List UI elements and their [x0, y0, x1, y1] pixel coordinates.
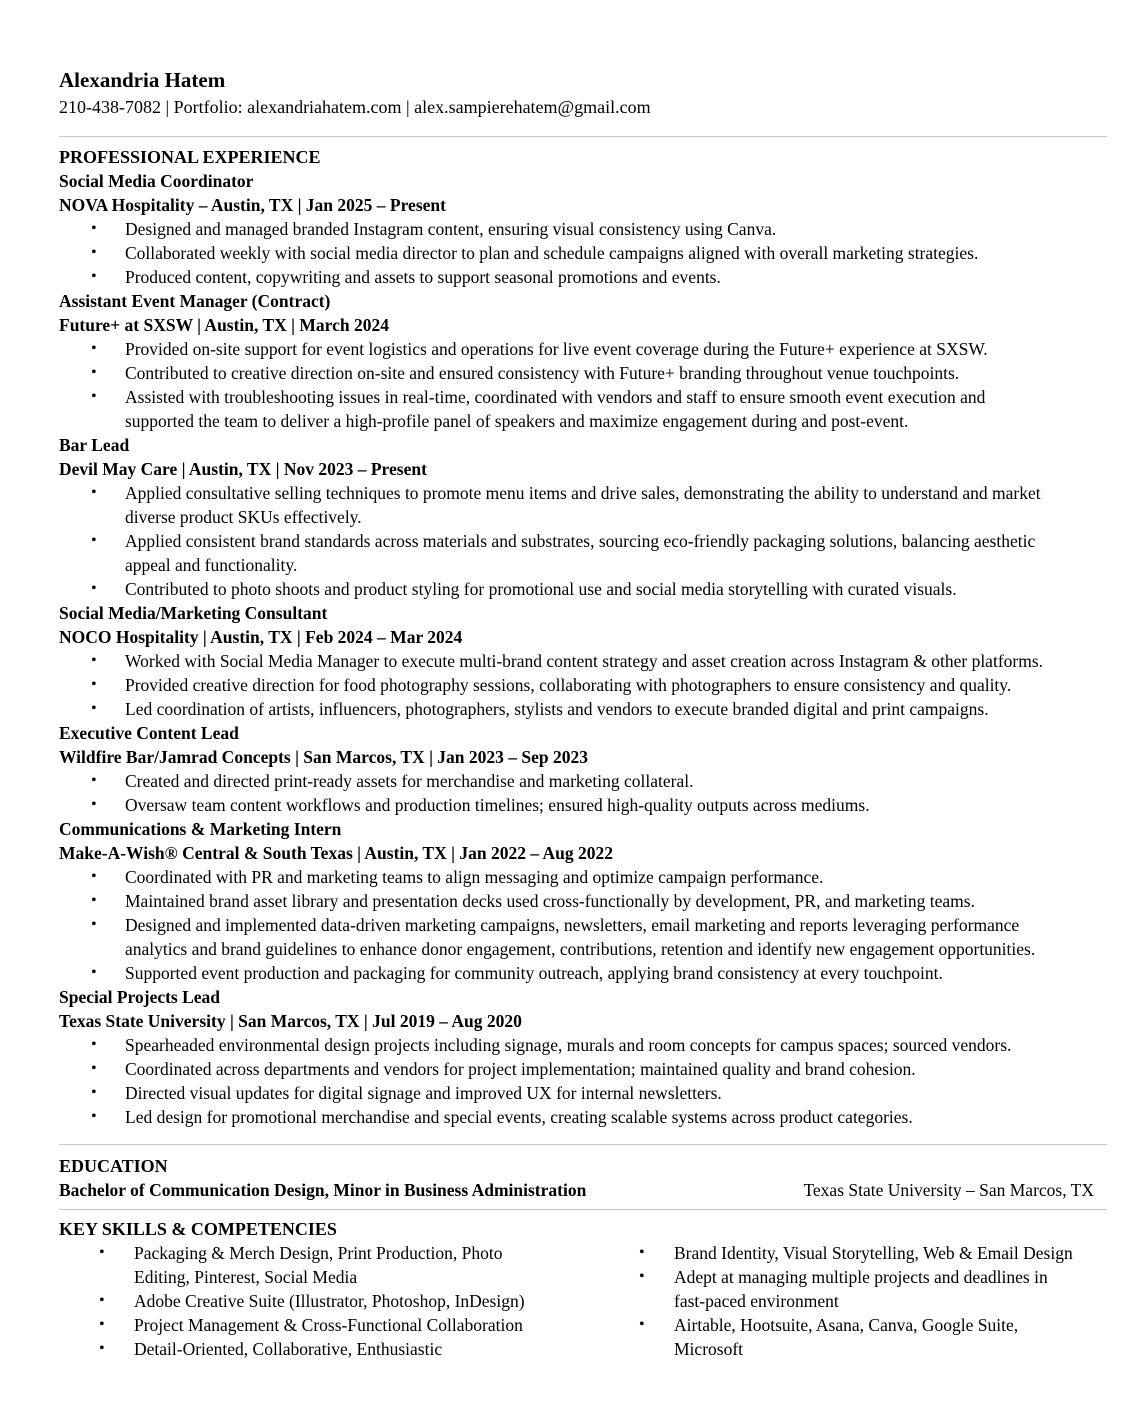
job-title: Bar Lead — [59, 435, 130, 455]
job-bullet — [59, 241, 1107, 265]
bullet-line: • Maintained brand asset library and presentation decks used cross-functionally by development, PR, and marketing teams. — [125, 891, 975, 911]
candidate-name: Alexandria Hatem — [59, 68, 226, 92]
job-bullet — [59, 265, 1107, 289]
job-bullet — [59, 217, 1107, 241]
bullet-line: • Designed and implemented data-driven marketing campaigns, newsletters, email marketing and reports leveraging performance — [125, 915, 1020, 935]
job-bullet — [59, 913, 1107, 961]
job-bullet-list — [59, 481, 1107, 601]
bullet-line: • Assisted with troubleshooting issues in real-time, coordinated with vendors and staff to ensure smooth event execution and — [125, 387, 986, 407]
job-organization-line: Wildfire Bar/Jamrad Concepts | San Marcos, TX | Jan 2023 – Sep 2023 — [59, 747, 589, 767]
skill-line: • Brand Identity, Visual Storytelling, Web & Email Design — [674, 1243, 1073, 1263]
skill-line: Microsoft — [674, 1339, 744, 1359]
job-organization-line: Make-A-Wish® Central & South Texas | Austin, TX | Jan 2022 – Aug 2022 — [59, 843, 613, 863]
skills-column-left — [59, 1241, 599, 1361]
job-bullet — [59, 649, 1107, 673]
skill-item — [59, 1337, 599, 1361]
bullet-line: • Led design for promotional merchandise and special events, creating scalable systems across product categories. — [125, 1107, 913, 1127]
bullet-line: • Coordinated with PR and marketing teams to align messaging and optimize campaign performance. — [125, 867, 824, 887]
job-bullet-list — [59, 217, 1107, 289]
job-organization-line: NOCO Hospitality | Austin, TX | Feb 2024 – Mar 2024 — [59, 627, 463, 647]
job-bullet — [59, 697, 1107, 721]
skills-section-title: KEY SKILLS & COMPETENCIES — [59, 1219, 337, 1239]
job-bullet — [59, 577, 1107, 601]
education-school: Texas State University – San Marcos, TX — [803, 1180, 1094, 1200]
skill-line: • Detail-Oriented, Collaborative, Enthusiastic — [134, 1339, 443, 1359]
bullet-line: • Designed and managed branded Instagram content, ensuring visual consistency using Canva. — [125, 219, 777, 239]
job-organization-line: Devil May Care | Austin, TX | Nov 2023 – Present — [59, 459, 427, 479]
resume-page — [59, 67, 1107, 1361]
bullet-line: • Oversaw team content workflows and production timelines; ensured high-quality outputs across mediums. — [125, 795, 870, 815]
bullet-line: • Created and directed print-ready assets for merchandise and marketing collateral. — [125, 771, 694, 791]
job-organization-line: NOVA Hospitality – Austin, TX | Jan 2025 – Present — [59, 195, 446, 215]
job-bullet-list — [59, 865, 1107, 985]
skill-item — [59, 1289, 599, 1313]
skill-item — [599, 1241, 1107, 1265]
bullet-line: diverse product SKUs effectively. — [125, 507, 362, 527]
bullet-line: supported the team to deliver a high-profile panel of speakers and maximize engagement during and post-event. — [125, 411, 909, 431]
skills-column-right — [599, 1241, 1107, 1361]
skill-line: • Adobe Creative Suite (Illustrator, Photoshop, InDesign) — [134, 1291, 525, 1311]
education-entry — [59, 1178, 1107, 1202]
job-bullet — [59, 769, 1107, 793]
bullet-line: • Coordinated across departments and vendors for project implementation; maintained quality and brand cohesion. — [125, 1059, 916, 1079]
job-bullet — [59, 961, 1107, 985]
job-bullet — [59, 385, 1107, 433]
bullet-line: • Produced content, copywriting and assets to support seasonal promotions and events. — [125, 267, 721, 287]
job-organization-line: Texas State University | San Marcos, TX | Jul 2019 – Aug 2020 — [59, 1011, 522, 1031]
job-title: Assistant Event Manager (Contract) — [59, 291, 331, 311]
bullet-line: • Directed visual updates for digital signage and improved UX for internal newsletters. — [125, 1083, 722, 1103]
job-bullet — [59, 1105, 1107, 1129]
job-bullet — [59, 865, 1107, 889]
job-title: Special Projects Lead — [59, 987, 221, 1007]
job-bullet — [59, 1057, 1107, 1081]
bullet-line: • Provided on-site support for event logistics and operations for live event coverage during the Future+ experience at SXSW. — [125, 339, 988, 359]
job-bullet-list — [59, 649, 1107, 721]
job-title: Social Media Coordinator — [59, 171, 254, 191]
bullet-line: • Spearheaded environmental design projects including signage, murals and room concepts for campus spaces; sourced vendors. — [125, 1035, 1012, 1055]
job-bullet-list — [59, 1033, 1107, 1129]
bullet-line: • Worked with Social Media Manager to execute multi-brand content strategy and asset creation across Instagram & other platforms. — [125, 651, 1044, 671]
job-bullet-list — [59, 337, 1107, 433]
skill-item — [59, 1241, 599, 1289]
job-organization-line: Future+ at SXSW | Austin, TX | March 2024 — [59, 315, 389, 335]
job-bullet — [59, 793, 1107, 817]
job-bullet — [59, 361, 1107, 385]
experience-list — [59, 169, 1107, 1129]
job-bullet — [59, 673, 1107, 697]
job-bullet — [59, 1033, 1107, 1057]
bullet-line: appeal and functionality. — [125, 555, 298, 575]
bullet-line: • Applied consistent brand standards across materials and substrates, sourcing eco-friendly packaging solutions, balancing aesthetic — [125, 531, 1036, 551]
bullet-line: analytics and brand guidelines to enhance donor engagement, contributions, retention and identify new engagement opportunities. — [125, 939, 1036, 959]
bullet-line: • Contributed to creative direction on-site and ensured consistency with Future+ branding throughout venue touchpoints. — [125, 363, 960, 383]
bullet-line: • Applied consultative selling techniques to promote menu items and drive sales, demonstrating the ability to understand and market — [125, 483, 1041, 503]
job-title: Executive Content Lead — [59, 723, 239, 743]
bullet-line: • Contributed to photo shoots and product styling for promotional use and social media storytelling with curated visuals. — [125, 579, 957, 599]
experience-section-title: PROFESSIONAL EXPERIENCE — [59, 147, 321, 167]
bullet-line: • Supported event production and packaging for community outreach, applying brand consistency at every touchpoint. — [125, 963, 943, 983]
skill-line: • Packaging & Merch Design, Print Production, Photo — [134, 1243, 503, 1263]
bullet-line: • Collaborated weekly with social media director to plan and schedule campaigns aligned with overall marketing strategies. — [125, 243, 979, 263]
job-bullet — [59, 529, 1107, 577]
skill-item — [599, 1313, 1107, 1361]
skill-line: • Airtable, Hootsuite, Asana, Canva, Google Suite, — [674, 1315, 1019, 1335]
contact-line: 210-438-7082 | Portfolio: alexandriahatem.com | alex.sampierehatem@gmail.com — [59, 97, 651, 117]
bullet-line: • Led coordination of artists, influencers, photographers, stylists and vendors to execute branded digital and print campaigns. — [125, 699, 989, 719]
job-bullet — [59, 481, 1107, 529]
education-section-title: EDUCATION — [59, 1156, 168, 1176]
bullet-line: • Provided creative direction for food photography sessions, collaborating with photographers to ensure consistency and quality. — [125, 675, 1012, 695]
job-title: Social Media/Marketing Consultant — [59, 603, 328, 623]
job-bullet — [59, 889, 1107, 913]
skill-line: • Adept at managing multiple projects and deadlines in — [674, 1267, 1048, 1287]
job-bullet — [59, 1081, 1107, 1105]
job-bullet — [59, 337, 1107, 361]
skill-line: fast-paced environment — [674, 1291, 839, 1311]
education-degree: Bachelor of Communication Design, Minor in Business Administration — [59, 1180, 587, 1200]
skills-grid — [59, 1241, 1107, 1361]
job-bullet-list — [59, 769, 1107, 817]
skill-line: Editing, Pinterest, Social Media — [134, 1267, 358, 1287]
skill-line: • Project Management & Cross-Functional Collaboration — [134, 1315, 523, 1335]
job-title: Communications & Marketing Intern — [59, 819, 342, 839]
skill-item — [59, 1313, 599, 1337]
skill-item — [599, 1265, 1107, 1313]
